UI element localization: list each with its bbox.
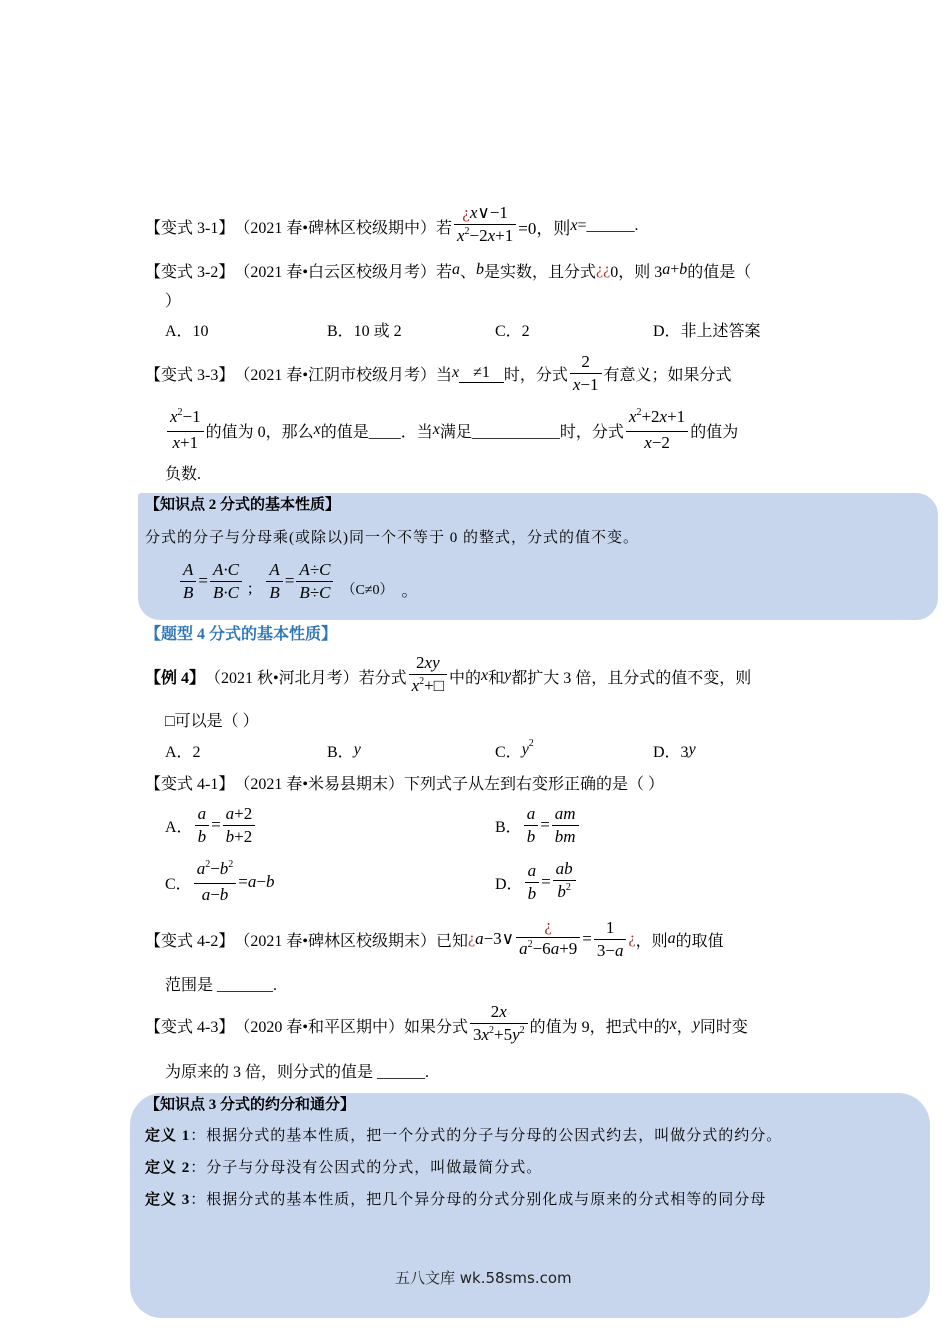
fraction bbox=[266, 560, 282, 603]
math-var: a bbox=[201, 885, 211, 904]
denominator bbox=[409, 675, 447, 699]
equals: = bbox=[198, 571, 208, 590]
math-text: +2 bbox=[234, 826, 253, 846]
math-var: y bbox=[512, 1025, 520, 1044]
numerator bbox=[223, 804, 256, 826]
fraction bbox=[194, 859, 237, 905]
numerator: A·C bbox=[210, 560, 242, 582]
fraction bbox=[524, 804, 539, 847]
math-text: − bbox=[210, 885, 220, 904]
math-text: −3∨ bbox=[483, 929, 515, 948]
fraction bbox=[180, 560, 196, 603]
math-var: a bbox=[475, 929, 484, 948]
exponent: 2 bbox=[519, 1025, 525, 1036]
math-var: x bbox=[481, 667, 489, 684]
math-var: a bbox=[196, 859, 206, 878]
math-text: +1 bbox=[495, 226, 514, 245]
numerator: ¿ bbox=[516, 916, 580, 938]
math-var: y bbox=[353, 741, 361, 758]
math-var: x bbox=[669, 1016, 677, 1033]
math-var: b bbox=[225, 826, 235, 846]
text: □可以是（ ） bbox=[165, 712, 259, 730]
numerator: a bbox=[195, 804, 210, 826]
text: （2021 春•白云区校级月考）若 bbox=[234, 263, 452, 281]
denominator: B÷C bbox=[299, 582, 331, 602]
text: 负数. bbox=[165, 465, 202, 483]
example-label: 【例 4】 bbox=[145, 669, 206, 687]
equals: = bbox=[582, 929, 592, 948]
equals: = bbox=[284, 571, 295, 590]
math-var: x bbox=[570, 217, 578, 234]
definition-term: 定义 1 bbox=[145, 1127, 191, 1144]
fraction bbox=[223, 804, 256, 847]
math-var: b bbox=[475, 261, 484, 278]
option-text: B．10 或 2 bbox=[327, 322, 402, 340]
variant-label: 【变式 3-2】 bbox=[145, 263, 235, 281]
math-text: +2 bbox=[234, 803, 253, 823]
math-text: −2 bbox=[469, 226, 488, 245]
math-text: −1 bbox=[182, 407, 201, 426]
fraction bbox=[570, 352, 602, 395]
math-var: x bbox=[499, 1002, 507, 1021]
denominator: B·C bbox=[212, 582, 239, 602]
option-text: A．10 bbox=[165, 322, 209, 340]
text: （2021 秋•河北月考）若分式 bbox=[205, 669, 407, 687]
numerator: a bbox=[525, 861, 540, 883]
math-var: x bbox=[628, 407, 637, 426]
math-var: x bbox=[644, 433, 652, 452]
option-text: A．2 bbox=[165, 743, 201, 761]
math-text: 2 bbox=[490, 1002, 500, 1021]
math-var: x bbox=[487, 226, 496, 245]
text: 、 bbox=[459, 263, 476, 281]
fraction bbox=[525, 861, 540, 904]
numerator: 1 bbox=[594, 918, 627, 940]
definition-body: ：根据分式的基本性质，把几个异分母的分式分别化成与原来的分式相等的同分母 bbox=[190, 1191, 767, 1208]
math-var: a bbox=[225, 803, 235, 823]
exponent: 2 bbox=[565, 882, 571, 893]
variant-label: 【变式 4-2】 bbox=[145, 932, 235, 950]
text: 0，则 3 bbox=[610, 263, 663, 281]
denominator bbox=[167, 432, 204, 453]
option-text: D．非上述答案 bbox=[653, 322, 761, 340]
math-text: =0，则 bbox=[518, 218, 571, 238]
math-text: +1 bbox=[667, 407, 686, 426]
fraction bbox=[470, 1002, 528, 1048]
math-var: a bbox=[451, 261, 460, 278]
denominator bbox=[570, 374, 602, 395]
math-var: x bbox=[170, 407, 178, 426]
text: 的值是（ bbox=[687, 263, 752, 281]
text: 和 bbox=[488, 669, 505, 687]
source-text: （2021 春•碑林区校级期中）若 bbox=[234, 219, 452, 237]
math-text: − bbox=[210, 859, 220, 878]
text: （2021 春•江阴市校级月考）当 bbox=[234, 366, 452, 384]
math-var: x bbox=[572, 374, 581, 394]
text: ） bbox=[165, 292, 182, 310]
exponent: 2 bbox=[419, 676, 425, 687]
text: 中的 bbox=[449, 669, 482, 687]
text: 的取值 bbox=[675, 932, 724, 950]
text: + bbox=[670, 261, 680, 278]
math-var: b bbox=[557, 882, 566, 901]
option-text: C．2 bbox=[495, 322, 530, 340]
numerator: a bbox=[524, 804, 539, 826]
denominator bbox=[470, 1024, 528, 1048]
numerator: 2 bbox=[570, 352, 602, 374]
math-var: b bbox=[265, 872, 275, 891]
math-var: xy bbox=[424, 653, 440, 672]
math-text: − bbox=[256, 872, 266, 891]
period: 。 bbox=[401, 582, 418, 600]
glyph: ¿ bbox=[462, 203, 470, 222]
body-text: 分式的分子与分母乘(或除以)同一个不等于 0 的整式，分式的值不变。 bbox=[145, 529, 639, 546]
denominator: b bbox=[197, 826, 207, 846]
glyph: ¿ bbox=[467, 930, 476, 947]
equals: = bbox=[540, 815, 550, 834]
section-title: 【知识点 2 分式的基本性质】 bbox=[145, 496, 341, 513]
math-var: x bbox=[451, 364, 460, 381]
math-var: y bbox=[688, 741, 696, 758]
exponent: 2 bbox=[205, 859, 211, 870]
section-title: 【知识点 3 分式的约分和通分】 bbox=[145, 1096, 356, 1113]
equals: = bbox=[541, 872, 551, 891]
math-var: x bbox=[481, 1025, 489, 1044]
exponent: 2 bbox=[636, 407, 642, 418]
denominator: b bbox=[527, 883, 537, 903]
math-var: b bbox=[219, 859, 229, 878]
denominator bbox=[223, 826, 256, 847]
text: 范围是 _______. bbox=[165, 976, 278, 994]
text: 满足___________时，分式 bbox=[439, 423, 624, 441]
numerator bbox=[454, 203, 516, 225]
option-label: D．3 bbox=[653, 743, 689, 761]
math-var: x bbox=[456, 226, 465, 245]
math-var: x bbox=[469, 203, 478, 222]
math-text: −2 bbox=[651, 433, 670, 452]
separator: ; bbox=[247, 580, 253, 597]
variant-label: 【变式 4-1】 bbox=[145, 775, 235, 793]
variant-label: 【变式 3-1】 bbox=[145, 219, 235, 237]
filled-blank: ≠1 bbox=[459, 364, 504, 383]
text: （2020 春•和平区期中）如果分式 bbox=[234, 1018, 468, 1036]
math-text: 3− bbox=[596, 940, 615, 960]
option-label: A． bbox=[165, 818, 193, 836]
math-var: b bbox=[219, 885, 229, 904]
numerator: A bbox=[266, 560, 282, 582]
fraction bbox=[552, 804, 579, 847]
math-text: +2 bbox=[641, 407, 660, 426]
text: 为原来的 3 倍，则分式的值是 ______. bbox=[165, 1063, 430, 1081]
denominator bbox=[626, 432, 688, 453]
fraction bbox=[409, 653, 447, 699]
math-var: a bbox=[247, 872, 257, 891]
fraction bbox=[454, 203, 516, 249]
math-var: a bbox=[614, 940, 624, 960]
numerator bbox=[626, 407, 688, 432]
answer-blank: =______. bbox=[577, 217, 639, 234]
numerator bbox=[167, 407, 204, 432]
denominator bbox=[594, 940, 627, 961]
exponent: 2 bbox=[177, 407, 183, 418]
glyph: ¿ bbox=[628, 930, 636, 947]
math-var: a bbox=[662, 261, 671, 278]
exponent: 2 bbox=[527, 939, 533, 950]
math-text: −6 bbox=[532, 939, 551, 958]
text: （2021 春•米易县期末）下列式子从左到右变形正确的是（ ） bbox=[234, 775, 664, 793]
text: 是实数，且分式 bbox=[483, 263, 596, 281]
option-label: B． bbox=[495, 818, 522, 836]
fraction bbox=[210, 560, 242, 603]
denominator bbox=[194, 884, 237, 905]
fraction bbox=[296, 560, 333, 603]
section-title: 【题型 4 分式的基本性质】 bbox=[145, 625, 338, 643]
math-var: y bbox=[521, 741, 529, 758]
math-text: ∨−1 bbox=[477, 203, 508, 222]
text: （2021 春•碑林区校级期末）已知 bbox=[234, 932, 468, 950]
definition-term: 定义 3 bbox=[145, 1191, 191, 1208]
numerator: am bbox=[552, 804, 579, 826]
text: ，则 bbox=[635, 932, 668, 950]
math-text: 2 bbox=[416, 653, 425, 672]
option-label: C． bbox=[165, 875, 192, 893]
text: 时，分式 bbox=[503, 366, 568, 384]
numerator bbox=[409, 653, 447, 675]
denominator: b bbox=[526, 826, 536, 846]
numerator: A bbox=[180, 560, 196, 582]
math-var: x bbox=[411, 676, 420, 695]
denominator: B bbox=[269, 582, 280, 602]
denominator bbox=[454, 225, 516, 249]
math-var: b bbox=[679, 261, 688, 278]
numerator: A÷C bbox=[296, 560, 333, 582]
exponent: 2 bbox=[489, 1025, 494, 1036]
exponent: 2 bbox=[528, 737, 534, 749]
variant-label: 【变式 4-3】 bbox=[145, 1018, 235, 1036]
option-label: D． bbox=[495, 875, 523, 893]
option-label: B． bbox=[327, 743, 354, 761]
denominator bbox=[516, 938, 580, 962]
fraction bbox=[195, 804, 210, 847]
text: 都扩大 3 倍，且分式的值不变，则 bbox=[511, 669, 752, 687]
definition-term: 定义 2 bbox=[145, 1159, 191, 1176]
math-var: x bbox=[432, 421, 440, 438]
math-var: x bbox=[659, 407, 668, 426]
fraction bbox=[516, 916, 580, 962]
text: 的值为 0，那么 bbox=[205, 423, 314, 441]
math-text: 3 bbox=[472, 1025, 482, 1044]
math-var: a bbox=[667, 930, 676, 947]
math-var: y bbox=[692, 1016, 700, 1033]
text: 的值为 bbox=[690, 423, 739, 441]
numerator bbox=[194, 859, 237, 884]
text: 同时变 bbox=[699, 1018, 748, 1036]
math-var: a bbox=[550, 939, 560, 958]
definition-body: ：根据分式的基本性质，把一个分式的分子与分母的公因式约去，叫做分式的约分。 bbox=[190, 1127, 783, 1144]
fraction bbox=[167, 407, 204, 453]
exponent: 2 bbox=[228, 859, 234, 870]
exponent: 2 bbox=[464, 226, 470, 237]
text: ， bbox=[676, 1018, 693, 1036]
math-text: +□ bbox=[424, 676, 445, 695]
math-text: +1 bbox=[180, 433, 199, 452]
glyph: ¿¿ bbox=[595, 261, 611, 278]
text: 的值为 9，把式中的 bbox=[529, 1018, 670, 1036]
fraction bbox=[553, 859, 576, 905]
equals: = bbox=[238, 872, 248, 891]
watermark-text: 五八文库 wk.58sms.com bbox=[395, 1268, 572, 1287]
variant-label: 【变式 3-3】 bbox=[145, 366, 235, 384]
math-var: x bbox=[313, 421, 321, 438]
math-var: x bbox=[172, 433, 181, 452]
math-text: +5 bbox=[494, 1025, 513, 1044]
math-text: +9 bbox=[559, 939, 578, 958]
definition-body: ：分子与分母没有公因式的分式，叫做最简分式。 bbox=[190, 1159, 543, 1176]
math-var: y bbox=[504, 667, 512, 684]
text: 的值是____．当 bbox=[320, 423, 433, 441]
math-text: −1 bbox=[580, 374, 599, 394]
fraction bbox=[594, 918, 627, 961]
numerator bbox=[470, 1002, 528, 1024]
equals: = bbox=[211, 815, 221, 834]
denominator bbox=[553, 881, 576, 905]
denominator: B bbox=[183, 582, 194, 602]
numerator: ab bbox=[553, 859, 576, 881]
text: 有意义；如果分式 bbox=[603, 366, 732, 384]
condition: （C≠0） bbox=[341, 583, 394, 598]
option-label: C． bbox=[495, 743, 522, 761]
denominator: bm bbox=[554, 826, 576, 846]
math-var: a bbox=[519, 939, 528, 958]
fraction bbox=[626, 407, 688, 453]
